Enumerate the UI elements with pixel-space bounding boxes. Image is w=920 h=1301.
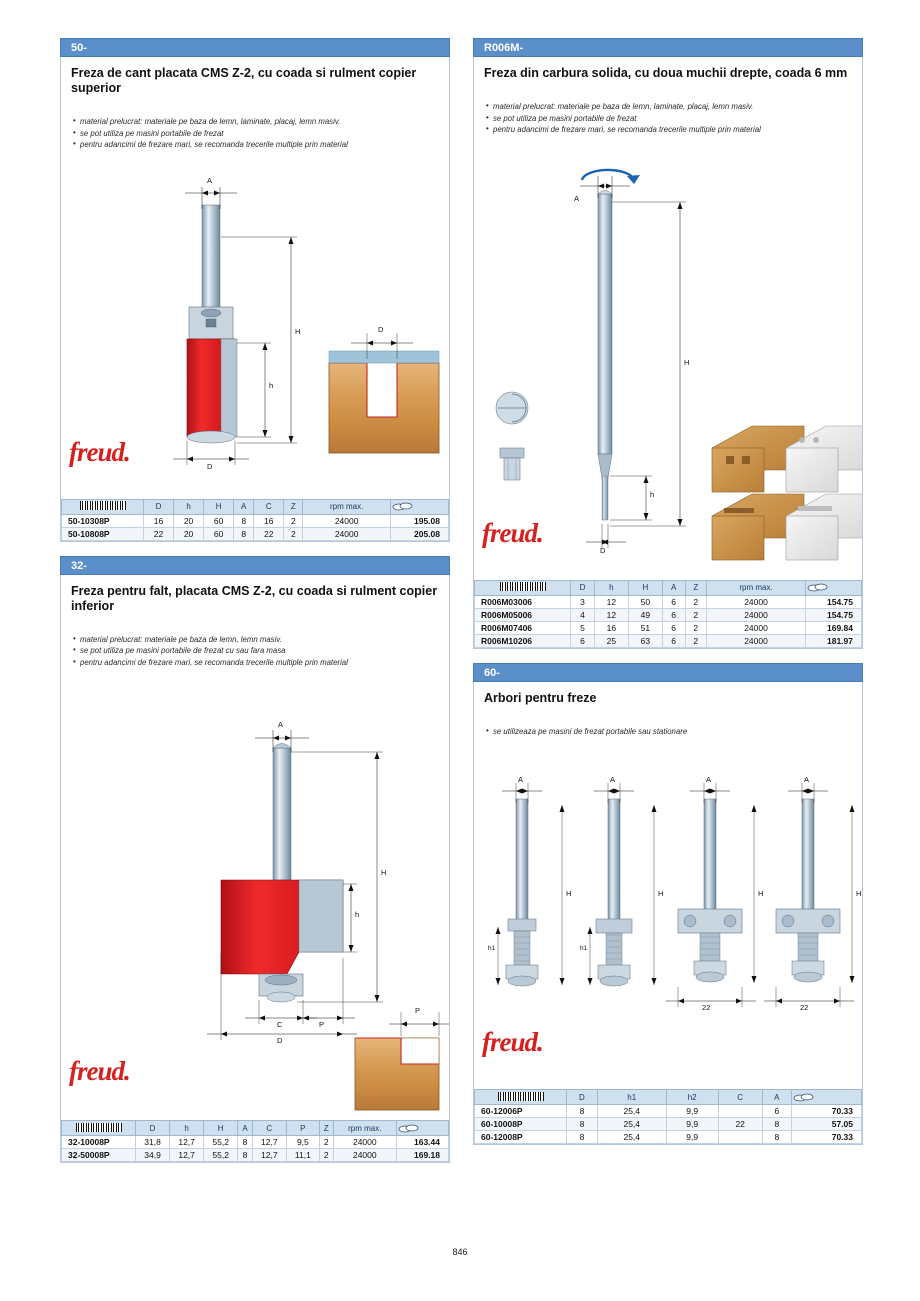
th-barcode bbox=[62, 499, 144, 514]
dim-A-2: A bbox=[610, 775, 616, 784]
cell-Z: 2 bbox=[685, 634, 706, 647]
dim-P: P bbox=[319, 1020, 325, 1029]
cell-C: 22 bbox=[718, 1118, 762, 1131]
panel-50-drawing bbox=[61, 173, 449, 499]
table-row[interactable] bbox=[475, 634, 862, 647]
cell-price: 205.08 bbox=[391, 527, 449, 540]
dim-h: h bbox=[650, 489, 655, 499]
th-price bbox=[391, 499, 449, 514]
panel-60-drawing bbox=[474, 759, 862, 1089]
cell-h2: 9,9 bbox=[666, 1105, 718, 1118]
table-row[interactable] bbox=[62, 514, 449, 527]
cell-rpm: 24000 bbox=[707, 621, 806, 634]
table-header-row bbox=[62, 499, 449, 514]
brand-text: freud bbox=[482, 1027, 537, 1057]
dim-D: D bbox=[207, 461, 213, 471]
bullet: • material prelucrat: materiale pe baza de lemn, laminate, placaj, lemn masiv. bbox=[73, 116, 439, 128]
panel-32-drawing bbox=[61, 690, 449, 1120]
cell-rpm: 24000 bbox=[707, 595, 806, 608]
panel-r006m bbox=[473, 38, 863, 649]
table-header-row bbox=[475, 1090, 862, 1105]
table-row[interactable] bbox=[475, 608, 862, 621]
cell-rpm: 24000 bbox=[303, 527, 391, 540]
cell-h: 12 bbox=[594, 608, 628, 621]
cell-code: 32-50008P bbox=[62, 1149, 136, 1162]
brand-text: freud bbox=[69, 436, 124, 467]
panel-32-table bbox=[61, 1120, 449, 1162]
cell-D: 5 bbox=[571, 621, 595, 634]
cell-price: 70.33 bbox=[792, 1131, 862, 1144]
bullet: • pentru adancimi de frezare mari, se recomanda trecerile multiple prin material bbox=[73, 657, 439, 669]
th-A: A bbox=[234, 499, 254, 514]
cell-D: 6 bbox=[571, 634, 595, 647]
cell-price: 154.75 bbox=[806, 608, 862, 621]
cell-A: 8 bbox=[762, 1118, 791, 1131]
th-h2: h2 bbox=[666, 1090, 718, 1105]
panel-r006m-body bbox=[473, 57, 863, 649]
cell-D: 4 bbox=[571, 608, 595, 621]
cell-D: 34,9 bbox=[136, 1149, 170, 1162]
panel-32 bbox=[60, 556, 450, 1164]
brand-dot: . bbox=[537, 517, 543, 548]
dim-A-1: A bbox=[518, 775, 524, 784]
panel-60-header: 60- bbox=[473, 663, 863, 682]
cell-price: 169.84 bbox=[806, 621, 862, 634]
cell-code: 32-10008P bbox=[62, 1136, 136, 1149]
panel-r006m-title: Freza din carbura solida, cu doua muchii drepte, coada 6 mm bbox=[484, 66, 848, 80]
cell-D: 8 bbox=[567, 1131, 598, 1144]
th-price bbox=[806, 580, 862, 595]
cell-code: 50-10808P bbox=[62, 527, 144, 540]
cell-Z: 2 bbox=[284, 527, 303, 540]
cell-C: 16 bbox=[254, 514, 284, 527]
barcode-icon bbox=[500, 582, 546, 591]
cell-C: 12,7 bbox=[252, 1136, 286, 1149]
panel-32-body bbox=[60, 575, 450, 1164]
cell-P: 9,5 bbox=[286, 1136, 319, 1149]
table-row[interactable] bbox=[475, 621, 862, 634]
cell-rpm: 24000 bbox=[333, 1149, 396, 1162]
dim-22-4: 22 bbox=[800, 1003, 809, 1012]
dim-D: D bbox=[277, 1036, 283, 1045]
brand-wordmark bbox=[69, 1056, 130, 1087]
table-row[interactable] bbox=[62, 1149, 449, 1162]
cell-A: 8 bbox=[238, 1136, 253, 1149]
th-h1: h1 bbox=[597, 1090, 666, 1105]
cell-code: R006M03006 bbox=[475, 595, 571, 608]
table-header-row bbox=[475, 580, 862, 595]
table-row[interactable] bbox=[475, 1105, 862, 1118]
th-D: D bbox=[136, 1121, 170, 1136]
coins-icon bbox=[807, 583, 829, 592]
cell-Z: 2 bbox=[284, 514, 303, 527]
cell-D: 16 bbox=[144, 514, 174, 527]
panel-50-header: 50- bbox=[60, 38, 450, 57]
cell-h2: 9,9 bbox=[666, 1131, 718, 1144]
table-row[interactable] bbox=[475, 1118, 862, 1131]
th-C: C bbox=[252, 1121, 286, 1136]
cell-code: R006M05006 bbox=[475, 608, 571, 621]
bullet: • pentru adancimi de frezare mari, se recomanda trecerile multiple prin material bbox=[486, 124, 852, 136]
bullet: • se pot utiliza pe masini portabile de frezat cu sau fara masa bbox=[73, 645, 439, 657]
panel-50 bbox=[60, 38, 450, 542]
brand-text: freud bbox=[69, 1056, 124, 1086]
panel-60-bullets bbox=[474, 725, 862, 744]
barcode-icon bbox=[76, 1123, 122, 1132]
cell-price: 70.33 bbox=[792, 1105, 862, 1118]
th-D: D bbox=[571, 580, 595, 595]
cell-price: 181.97 bbox=[806, 634, 862, 647]
th-price bbox=[397, 1121, 449, 1136]
th-price bbox=[792, 1090, 862, 1105]
dim-H-1: H bbox=[566, 889, 572, 898]
th-H: H bbox=[204, 499, 234, 514]
dim-C: C bbox=[277, 1020, 283, 1029]
cell-rpm: 24000 bbox=[303, 514, 391, 527]
th-h: h bbox=[170, 1121, 204, 1136]
cell-Z: 2 bbox=[685, 621, 706, 634]
cell-H: 51 bbox=[628, 621, 662, 634]
cell-Z: 2 bbox=[685, 595, 706, 608]
dim-h1-2: h1 bbox=[580, 945, 588, 952]
panel-60-body bbox=[473, 682, 863, 1146]
cell-code: 60-12008P bbox=[475, 1131, 567, 1144]
cell-Z: 2 bbox=[319, 1136, 333, 1149]
cell-h1: 25,4 bbox=[597, 1131, 666, 1144]
bullet: • material prelucrat: materiale pe baza de lemn, lemn masiv. bbox=[73, 634, 439, 646]
cell-C: 22 bbox=[254, 527, 284, 540]
cell-A: 8 bbox=[762, 1131, 791, 1144]
brand-dot: . bbox=[124, 1056, 130, 1086]
cell-P: 11,1 bbox=[286, 1149, 319, 1162]
cell-h: 12,7 bbox=[170, 1149, 204, 1162]
dim-H-2: H bbox=[658, 889, 664, 898]
th-A: A bbox=[662, 580, 685, 595]
dim-D: D bbox=[600, 545, 606, 555]
cell-D: 8 bbox=[567, 1118, 598, 1131]
cell-price: 195.08 bbox=[391, 514, 449, 527]
barcode-icon bbox=[498, 1092, 544, 1101]
dim-A: A bbox=[207, 175, 213, 185]
panel-50-title: Freza de cant placata CMS Z-2, cu coada si rulment copier superior bbox=[71, 66, 417, 95]
dim-H: H bbox=[381, 868, 387, 877]
cell-code: 50-10308P bbox=[62, 514, 144, 527]
cell-D: 31,8 bbox=[136, 1136, 170, 1149]
panel-50-body bbox=[60, 57, 450, 542]
cell-code: R006M07406 bbox=[475, 621, 571, 634]
dim-A: A bbox=[574, 193, 580, 203]
table-row[interactable] bbox=[62, 527, 449, 540]
cell-price: 169.18 bbox=[397, 1149, 449, 1162]
dim-h: h bbox=[269, 380, 274, 390]
dim-A-3: A bbox=[706, 775, 712, 784]
bullet: • se pot utiliza pe masini portabile de frezat bbox=[73, 128, 439, 140]
cell-price: 57.05 bbox=[792, 1118, 862, 1131]
cell-code: 60-10008P bbox=[475, 1118, 567, 1131]
th-A: A bbox=[762, 1090, 791, 1105]
panel-32-title: Freza pentru falt, placata CMS Z-2, cu coada si rulment copier inferior bbox=[71, 583, 438, 613]
panel-60-title: Arbori pentru freze bbox=[484, 690, 597, 705]
cell-rpm: 24000 bbox=[707, 634, 806, 647]
brand-dot: . bbox=[537, 1027, 543, 1057]
cell-D: 3 bbox=[571, 595, 595, 608]
cell-C: 12,7 bbox=[252, 1149, 286, 1162]
table-row[interactable] bbox=[475, 1131, 862, 1144]
bullet: • se utilizeaza pe masini de frezat portabile sau stationare bbox=[486, 726, 852, 738]
cell-rpm: 24000 bbox=[707, 608, 806, 621]
cell-H: 60 bbox=[204, 514, 234, 527]
cell-A: 6 bbox=[662, 621, 685, 634]
dim-H: H bbox=[295, 326, 301, 336]
cell-h2: 9,9 bbox=[666, 1118, 718, 1131]
cell-code: R006M10206 bbox=[475, 634, 571, 647]
th-h: h bbox=[594, 580, 628, 595]
brand-wordmark bbox=[482, 518, 543, 549]
bullet: • se pot utiliza pe masini portabile de frezat bbox=[486, 113, 852, 125]
th-H: H bbox=[628, 580, 662, 595]
th-Z: Z bbox=[685, 580, 706, 595]
coins-icon bbox=[392, 502, 414, 511]
cell-h: 12 bbox=[594, 595, 628, 608]
cell-A: 6 bbox=[762, 1105, 791, 1118]
th-Z: Z bbox=[284, 499, 303, 514]
th-C: C bbox=[718, 1090, 762, 1105]
th-P: P bbox=[286, 1121, 319, 1136]
panel-50-bullets bbox=[61, 115, 449, 157]
th-rpm: rpm max. bbox=[303, 499, 391, 514]
cell-A: 6 bbox=[662, 634, 685, 647]
cell-C bbox=[718, 1131, 762, 1144]
coins-icon bbox=[398, 1124, 420, 1133]
cell-H: 60 bbox=[204, 527, 234, 540]
coins-icon bbox=[793, 1093, 815, 1102]
th-h: h bbox=[174, 499, 204, 514]
dim-P-profile: P bbox=[415, 1006, 421, 1015]
cell-D: 22 bbox=[144, 527, 174, 540]
cell-code: 60-12006P bbox=[475, 1105, 567, 1118]
panel-50-table bbox=[61, 499, 449, 541]
cell-H: 55,2 bbox=[204, 1136, 238, 1149]
panel-60-table bbox=[474, 1089, 862, 1144]
cell-H: 49 bbox=[628, 608, 662, 621]
left-column bbox=[60, 38, 450, 1171]
table-row[interactable] bbox=[62, 1136, 449, 1149]
table-row[interactable] bbox=[475, 595, 862, 608]
cell-A: 8 bbox=[234, 527, 254, 540]
th-barcode bbox=[62, 1121, 136, 1136]
cell-h: 20 bbox=[174, 527, 204, 540]
th-rpm: rpm max. bbox=[333, 1121, 396, 1136]
th-H: H bbox=[204, 1121, 238, 1136]
brand-dot: . bbox=[124, 436, 130, 467]
cell-A: 8 bbox=[238, 1149, 253, 1162]
dim-h1-1: h1 bbox=[488, 945, 496, 952]
cell-h1: 25,4 bbox=[597, 1118, 666, 1131]
right-column bbox=[473, 38, 863, 1153]
dim-A: A bbox=[278, 720, 284, 729]
barcode-icon bbox=[80, 501, 126, 510]
cell-h: 20 bbox=[174, 514, 204, 527]
dim-D-profile: D bbox=[378, 324, 384, 334]
cell-A: 8 bbox=[234, 514, 254, 527]
cell-C bbox=[718, 1105, 762, 1118]
th-barcode bbox=[475, 580, 571, 595]
th-Z: Z bbox=[319, 1121, 333, 1136]
cell-H: 63 bbox=[628, 634, 662, 647]
brand-text: freud bbox=[482, 517, 537, 548]
cell-h: 25 bbox=[594, 634, 628, 647]
dim-H-4: H bbox=[856, 889, 862, 898]
dim-A-4: A bbox=[804, 775, 810, 784]
th-D: D bbox=[144, 499, 174, 514]
cell-price: 154.75 bbox=[806, 595, 862, 608]
cell-H: 55,2 bbox=[204, 1149, 238, 1162]
cell-Z: 2 bbox=[319, 1149, 333, 1162]
dim-H: H bbox=[684, 357, 690, 367]
th-rpm: rpm max. bbox=[707, 580, 806, 595]
cell-h: 12,7 bbox=[170, 1136, 204, 1149]
th-A: A bbox=[238, 1121, 253, 1136]
cell-A: 6 bbox=[662, 595, 685, 608]
brand-wordmark bbox=[482, 1027, 543, 1058]
bullet: • pentru adancimi de frezare mari, se recomanda trecerile multiple prin material bbox=[73, 139, 439, 151]
dim-22-3: 22 bbox=[702, 1003, 711, 1012]
cell-Z: 2 bbox=[685, 608, 706, 621]
th-D: D bbox=[567, 1090, 598, 1105]
cell-H: 50 bbox=[628, 595, 662, 608]
panel-32-bullets bbox=[61, 633, 449, 675]
cell-price: 163.44 bbox=[397, 1136, 449, 1149]
panel-r006m-drawing bbox=[474, 158, 862, 580]
cell-rpm: 24000 bbox=[333, 1136, 396, 1149]
brand-wordmark bbox=[69, 437, 130, 468]
th-C: C bbox=[254, 499, 284, 514]
panel-r006m-table bbox=[474, 580, 862, 648]
cell-A: 6 bbox=[662, 608, 685, 621]
dim-h: h bbox=[355, 910, 360, 919]
page-number: 846 bbox=[452, 1247, 468, 1257]
cell-h: 16 bbox=[594, 621, 628, 634]
panel-60 bbox=[473, 663, 863, 1146]
panel-r006m-header: R006M- bbox=[473, 38, 863, 57]
bullet: • material prelucrat: materiale pe baza de lemn, laminate, placaj, lemn masiv. bbox=[486, 101, 852, 113]
panel-r006m-bullets bbox=[474, 100, 862, 142]
cell-h1: 25,4 bbox=[597, 1105, 666, 1118]
th-barcode bbox=[475, 1090, 567, 1105]
panel-32-header: 32- bbox=[60, 556, 450, 575]
cell-D: 8 bbox=[567, 1105, 598, 1118]
table-header-row bbox=[62, 1121, 449, 1136]
dim-H-3: H bbox=[758, 889, 764, 898]
